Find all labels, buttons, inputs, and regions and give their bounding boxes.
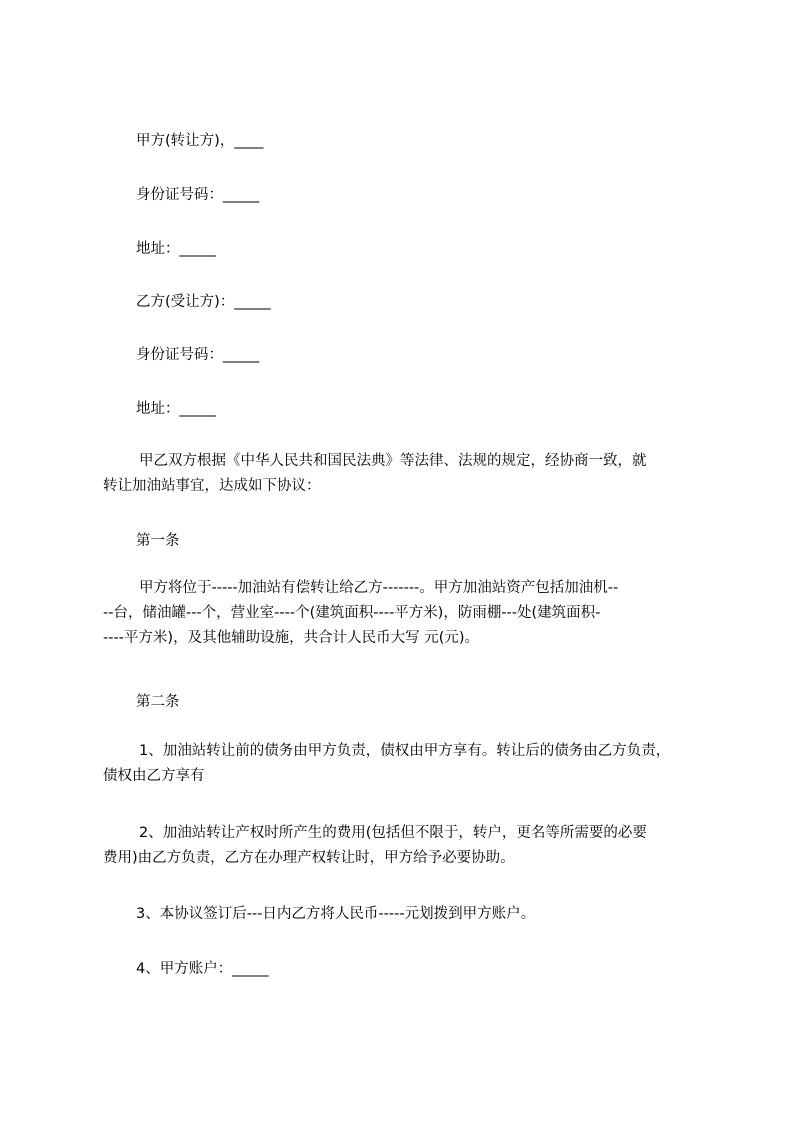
article-2-item-1-line-1: 1、加油站转让前的债务由甲方负责，债权由甲方享有。转让后的债务由乙方负责， — [139, 743, 671, 759]
article-2-heading: 第二条 — [136, 694, 180, 710]
party-b-address: 地址：_____ — [136, 401, 216, 417]
article-1-paragraph — [103, 576, 703, 651]
party-a-id-number: 身份证号码：_____ — [136, 187, 260, 203]
article-2-item-1-line-2: 债权由乙方享有 — [103, 768, 205, 784]
article-1-line-3: ----平方米)，及其他辅助设施，共合计人民币大写 元(元)。 — [103, 630, 480, 646]
party-a-name: 甲方(转让方)，____ — [136, 133, 264, 149]
party-b-name: 乙方(受让方)：_____ — [136, 294, 271, 310]
article-2-item-1 — [103, 739, 703, 789]
preamble-line-2: 转让加油站事宜，达成如下协议： — [103, 478, 321, 494]
article-2-item-2 — [103, 821, 703, 871]
party-b-id-number: 身份证号码：_____ — [136, 347, 260, 363]
article-1-line-2: --台，储油罐---个，营业室----个(建筑面积----平方米)，防雨棚---处(建筑面积- — [103, 605, 601, 621]
article-2-item-3: 3、本协议签订后---日内乙方将人民币-----元划拨到甲方账户。 — [136, 906, 536, 922]
article-1-heading: 第一条 — [136, 533, 180, 549]
preamble-paragraph — [103, 449, 703, 499]
party-a-address: 地址：_____ — [136, 241, 216, 257]
article-2-item-4: 4、甲方账户：_____ — [136, 961, 269, 977]
article-2-item-2-line-1: 2、加油站转让产权时所产生的费用(包括但不限于，转户，更名等所需要的必要 — [139, 825, 647, 841]
preamble-line-1: 甲乙双方根据《中华人民共和国民法典》等法律、法规的规定，经协商一致，就 — [139, 453, 647, 469]
article-2-item-2-line-2: 费用)由乙方负责，乙方在办理产权转让时，甲方给予必要协助。 — [103, 850, 515, 866]
article-1-line-1: 甲方将位于-----加油站有偿转让给乙方-------。甲方加油站资产包括加油机-- — [139, 580, 619, 596]
